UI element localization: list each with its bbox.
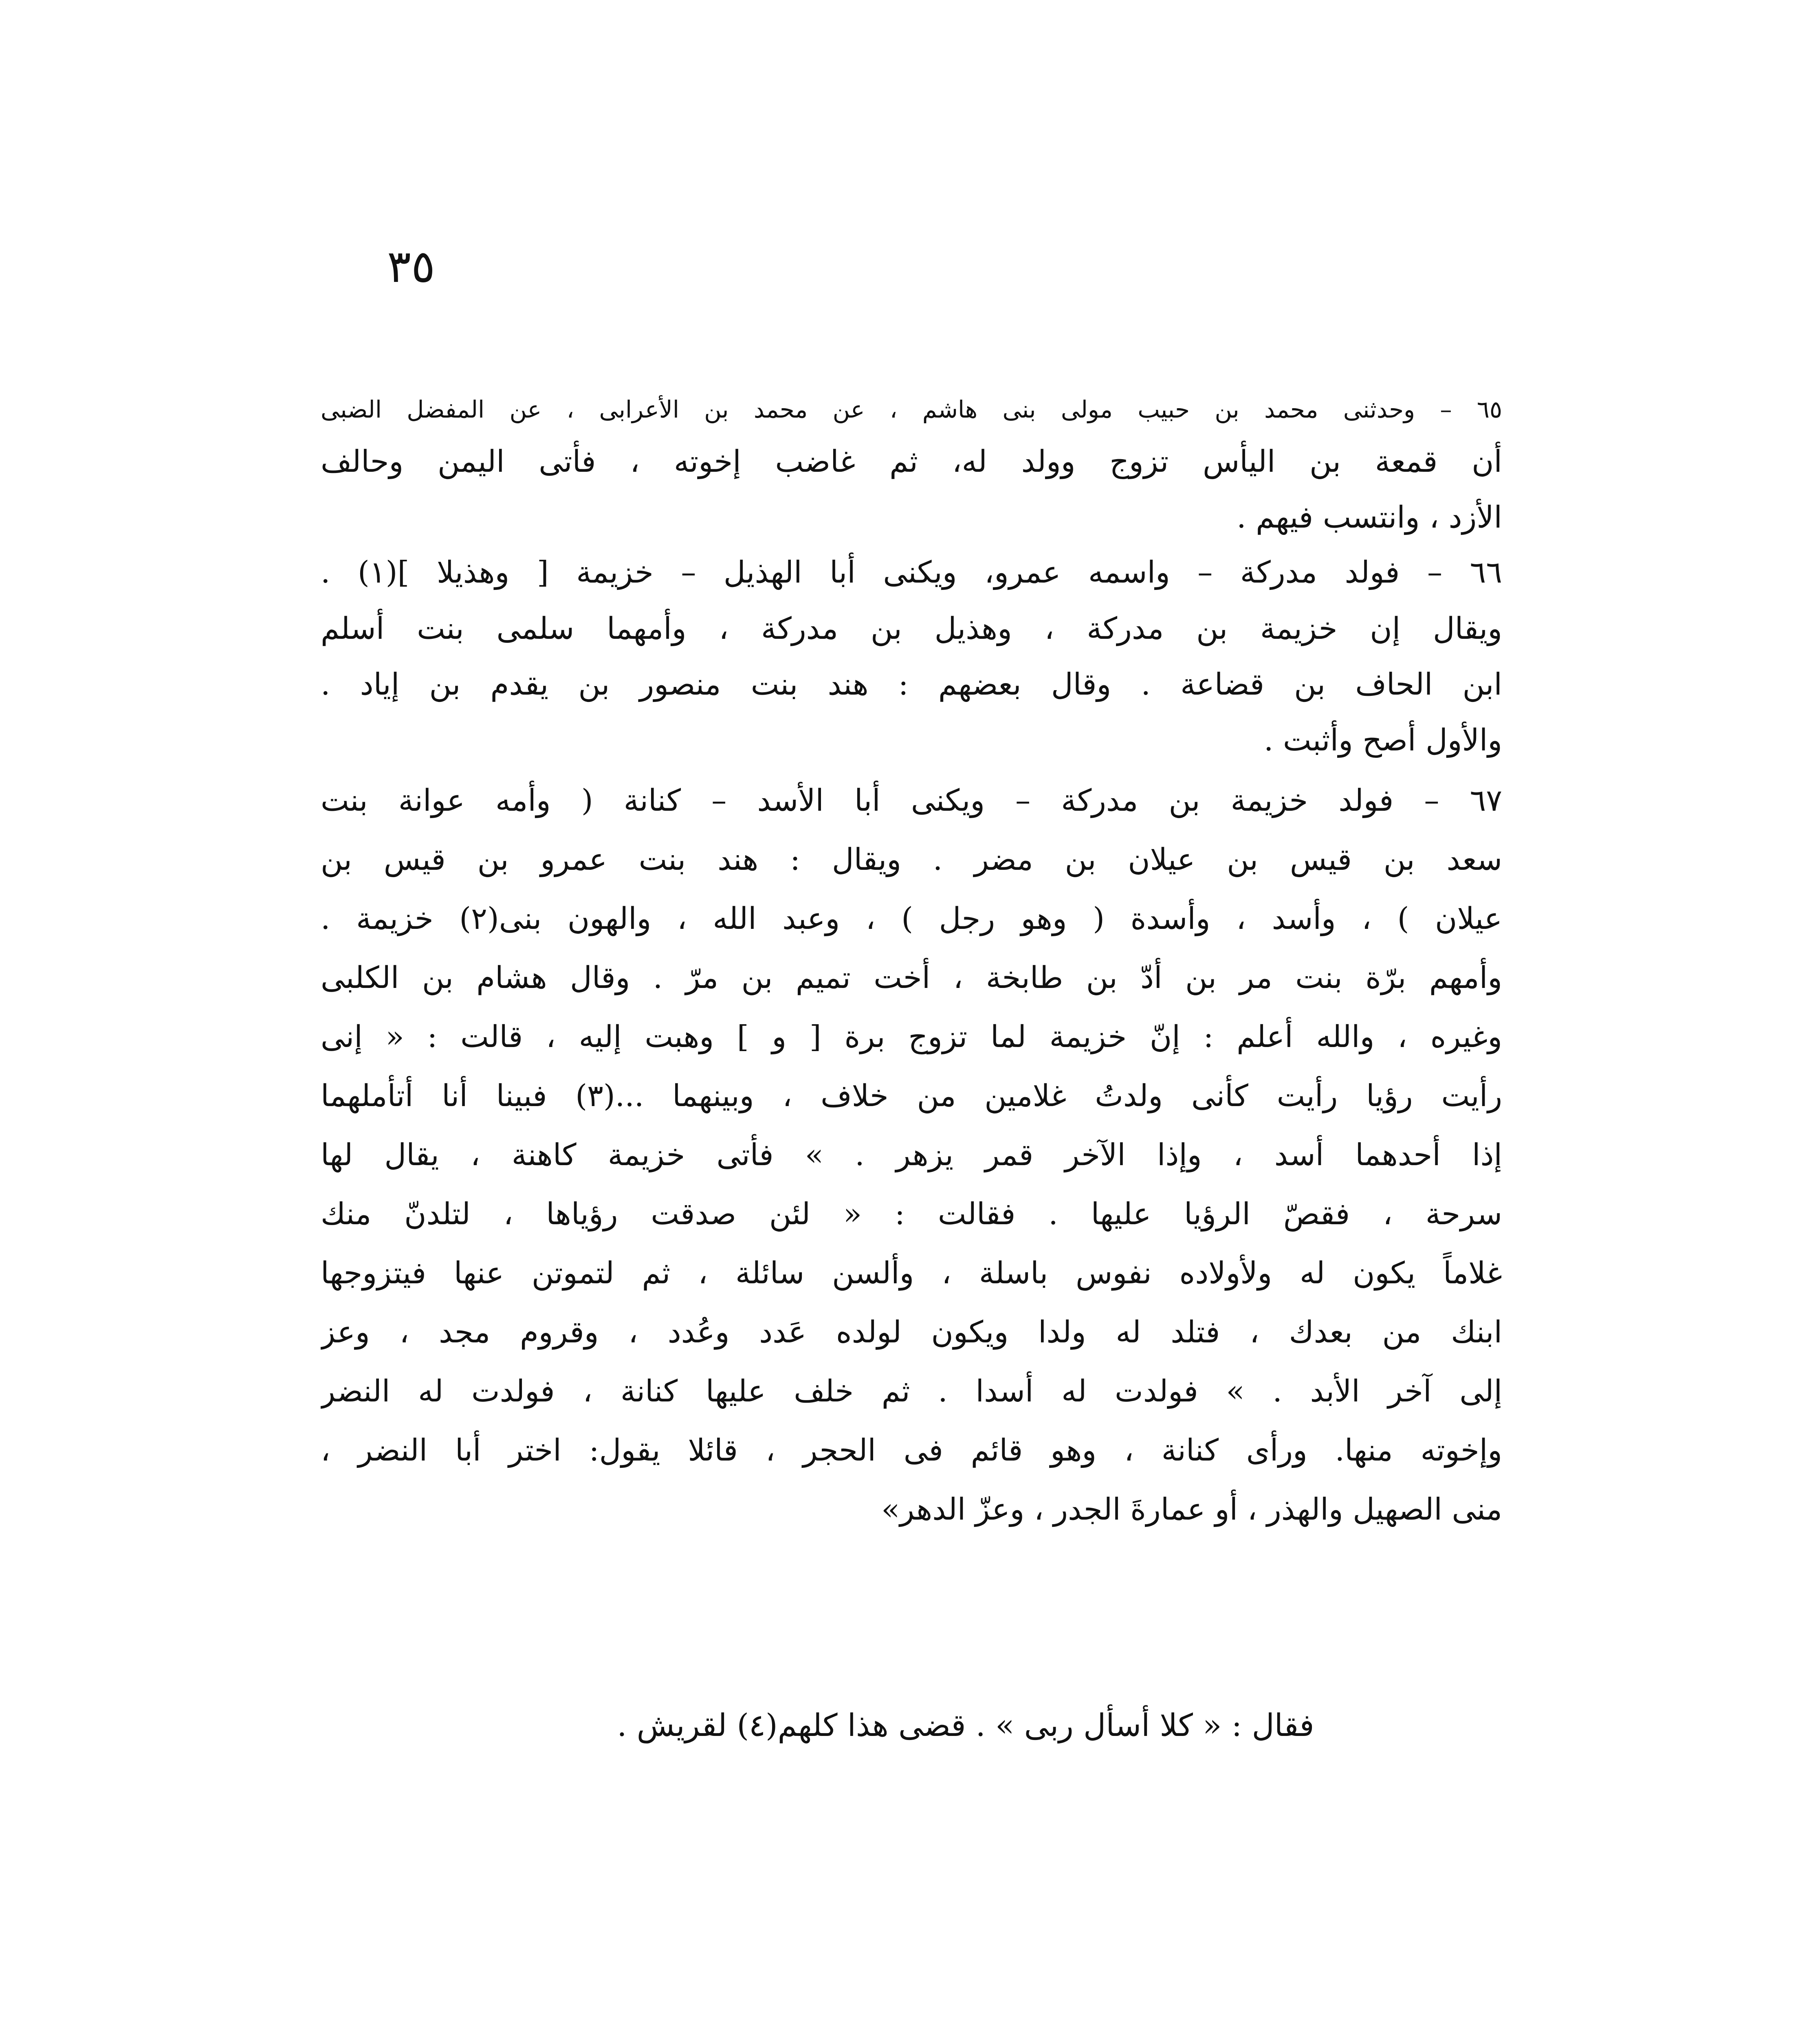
text-line-17: ابنك من بعدك ، فتلد له ولدا ويكون لولده عَدد وعُدد ، وقروم مجد ، وعز [321,1315,1502,1350]
text-line-8: ٦٧ – فولد خزيمة بن مدركة – ويكنى أبا الأسد – كنانة ( وأمه عوانة بنت [321,783,1502,818]
text-line-2: أن قمعة بن اليأس تزوج وولد له، ثم غاضب إخوته ، فأتى اليمن وحالف [321,444,1502,479]
text-line-14: إذا أحدهما أسد ، وإذا الآخر قمر يزهر . » فأتى خزيمة كاهنة ، يقال لها [321,1137,1502,1172]
text-line-19: وإخوته منها. ورأى كنانة ، وهو قائم فى الحجر ، قائلا يقول: اختر أبا النضر ، [321,1433,1502,1468]
text-line-16: غلاماً يكون له ولأولاده نفوس باسلة ، وألسن سائلة ، ثم لتموتن عنها فيتزوجها [321,1256,1502,1291]
text-line-9: سعد بن قيس بن عيلان بن مضر . ويقال : هند بنت عمرو بن قيس بن [321,842,1502,877]
text-line-20: منى الصهيل والهذر ، أو عمارةَ الجدر ، وعزّ الدهر» [881,1492,1502,1527]
text-line-4: ٦٦ – فولد مدركة – واسمه عمرو، ويكنى أبا الهذيل – خزيمة [ وهذيلا ](١) . [321,555,1502,590]
page-number: ٣٥ [387,240,436,293]
text-line-1: ٦٥ – وحدثنى محمد بن حبيب مولى بنى هاشم ، عن محمد بن الأعرابى ، عن المفضل الضبى [321,396,1502,423]
closing-line: فقال : « كلا أسأل ربى » . قضى هذا كلهم(٤) لقريش . [617,1707,1314,1743]
text-line-10: عيلان ) ، وأسد ، وأسدة ( وهو رجل ) ، وعبد الله ، والهون بنى(٢) خزيمة . [321,901,1502,936]
text-line-12: وغيره ، والله أعلم : إنّ خزيمة لما تزوج برة [ و ] وهبت إليه ، قالت : « إنى [321,1019,1502,1054]
text-line-15: سرحة ، فقصّ الرؤيا عليها . فقالت : « لئن صدقت رؤياها ، لتلدنّ منك [321,1197,1502,1232]
text-line-3: الأزد ، وانتسب فيهم . [1237,500,1502,535]
text-line-13: رأيت رؤيا رأيت كأنى ولدتُ غلامين من خلاف ، وبينهما ...(٣) فبينا أنا أتأملهما [321,1078,1502,1113]
text-line-6: ابن الحاف بن قضاعة . وقال بعضهم : هند بنت منصور بن يقدم بن إياد . [321,667,1502,702]
text-line-18: إلى آخر الأبد . » فولدت له أسدا . ثم خلف عليها كنانة ، فولدت له النضر [321,1374,1502,1409]
text-line-11: وأمهم برّة بنت مر بن أدّ بن طابخة ، أخت تميم بن مرّ . وقال هشام بن الكلبى [321,960,1502,995]
text-line-7: والأول أصح وأثبت . [1263,723,1502,758]
text-line-5: ويقال إن خزيمة بن مدركة ، وهذيل بن مدركة ، وأمهما سلمى بنت أسلم [321,611,1502,646]
